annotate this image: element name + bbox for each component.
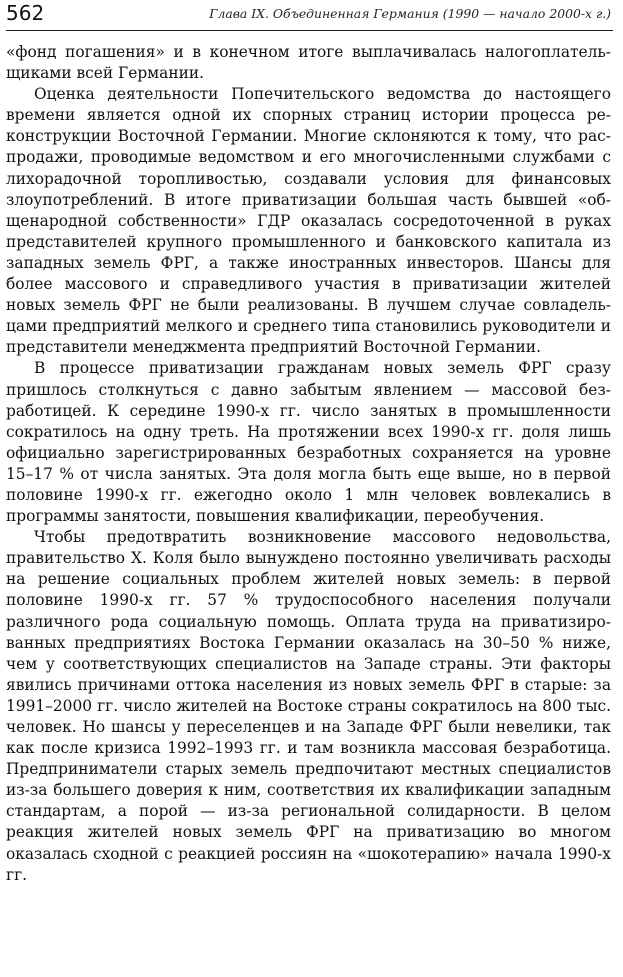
chapter-title: Глава IX. Объединенная Германия (1990 — начало 2000-х г.) <box>209 6 611 21</box>
page-number: 562 <box>6 1 45 25</box>
paragraph: Чтобы предотвратить возникновение массового недовольства, правительство Х. Коля было вынуждено постоянно увеличивать расходы на решение социальных проблем жителей новых земель: в первой половине 1990-х гг. 57 % трудоспособного населения получали различного рода социальную помощь. Оплата труда на приватизированных предприятиях Востока Германии оказалась на 30–50 % ниже, чем у соответствующих специалистов на Западе страны. Эти факторы явились причинами оттока населения из новых земель ФРГ в старые: за 1991–2000 гг. число жителей на Востоке страны сократилось на 800 тыс. человек. Но шансы у переселенцев и на Западе ФРГ были невелики, так как после кризиса 1992–1993 гг. и там возникла массовая безработица. Предприниматели старых земель предпочитают местных специалистов из-за большего доверия к ним, соответствия их квалификации западным стандартам, а порой — из-за региональной солидарности. В целом реакция жителей новых земель ФРГ на приватизацию во многом оказалась сходной с реакцией россиян на «шокотерапию» начала 1990-х гг. <box>6 528 611 884</box>
body-text <box>6 42 611 886</box>
paragraph: Оценка деятельности Попечительского ведомства до настоящего времени является одной их спорных страниц истории процесса реконструкции Восточной Германии. Многие склоняются к тому, что распродажи, проводимые ведомством и его многочисленными службами с лихорадочной торопливостью, создавали условия для финансовых злоупотреблений. В итоге приватизации большая часть бывшей «общенародной собственности» ГДР оказалась сосредоточенной в руках представителей крупного промышленного и банковского капитала из западных земель ФРГ, а также иностранных инвесторов. Шансы для более массового и справедливого участия в приватизации жителей новых земель ФРГ не были реализованы. В лучшем случае совладельцами предприятий мелкого и среднего типа становились руководители и представители менеджмента предприятий Восточной Германии. <box>6 85 611 357</box>
paragraph: В процессе приватизации гражданам новых земель ФРГ сразу пришлось столкнуться с давно забытым явлением — массовой безработицей. К середине 1990-х гг. число занятых в промышленности сократилось на одну треть. На протяжении всех 1990-х гг. доля лишь официально зарегистрированных безработных сохраняется на уровне 15–17 % от числа занятых. Эта доля могла быть еще выше, но в первой половине 1990-х гг. ежегодно около 1 млн человек вовлекались в программы занятости, повышения квалификации, переобучения. <box>6 359 611 526</box>
running-header <box>6 0 613 31</box>
paragraph-continuation: «фонд погашения» и в конечном итоге выплачивалась налогоплательщиками всей Германии. <box>6 43 611 83</box>
